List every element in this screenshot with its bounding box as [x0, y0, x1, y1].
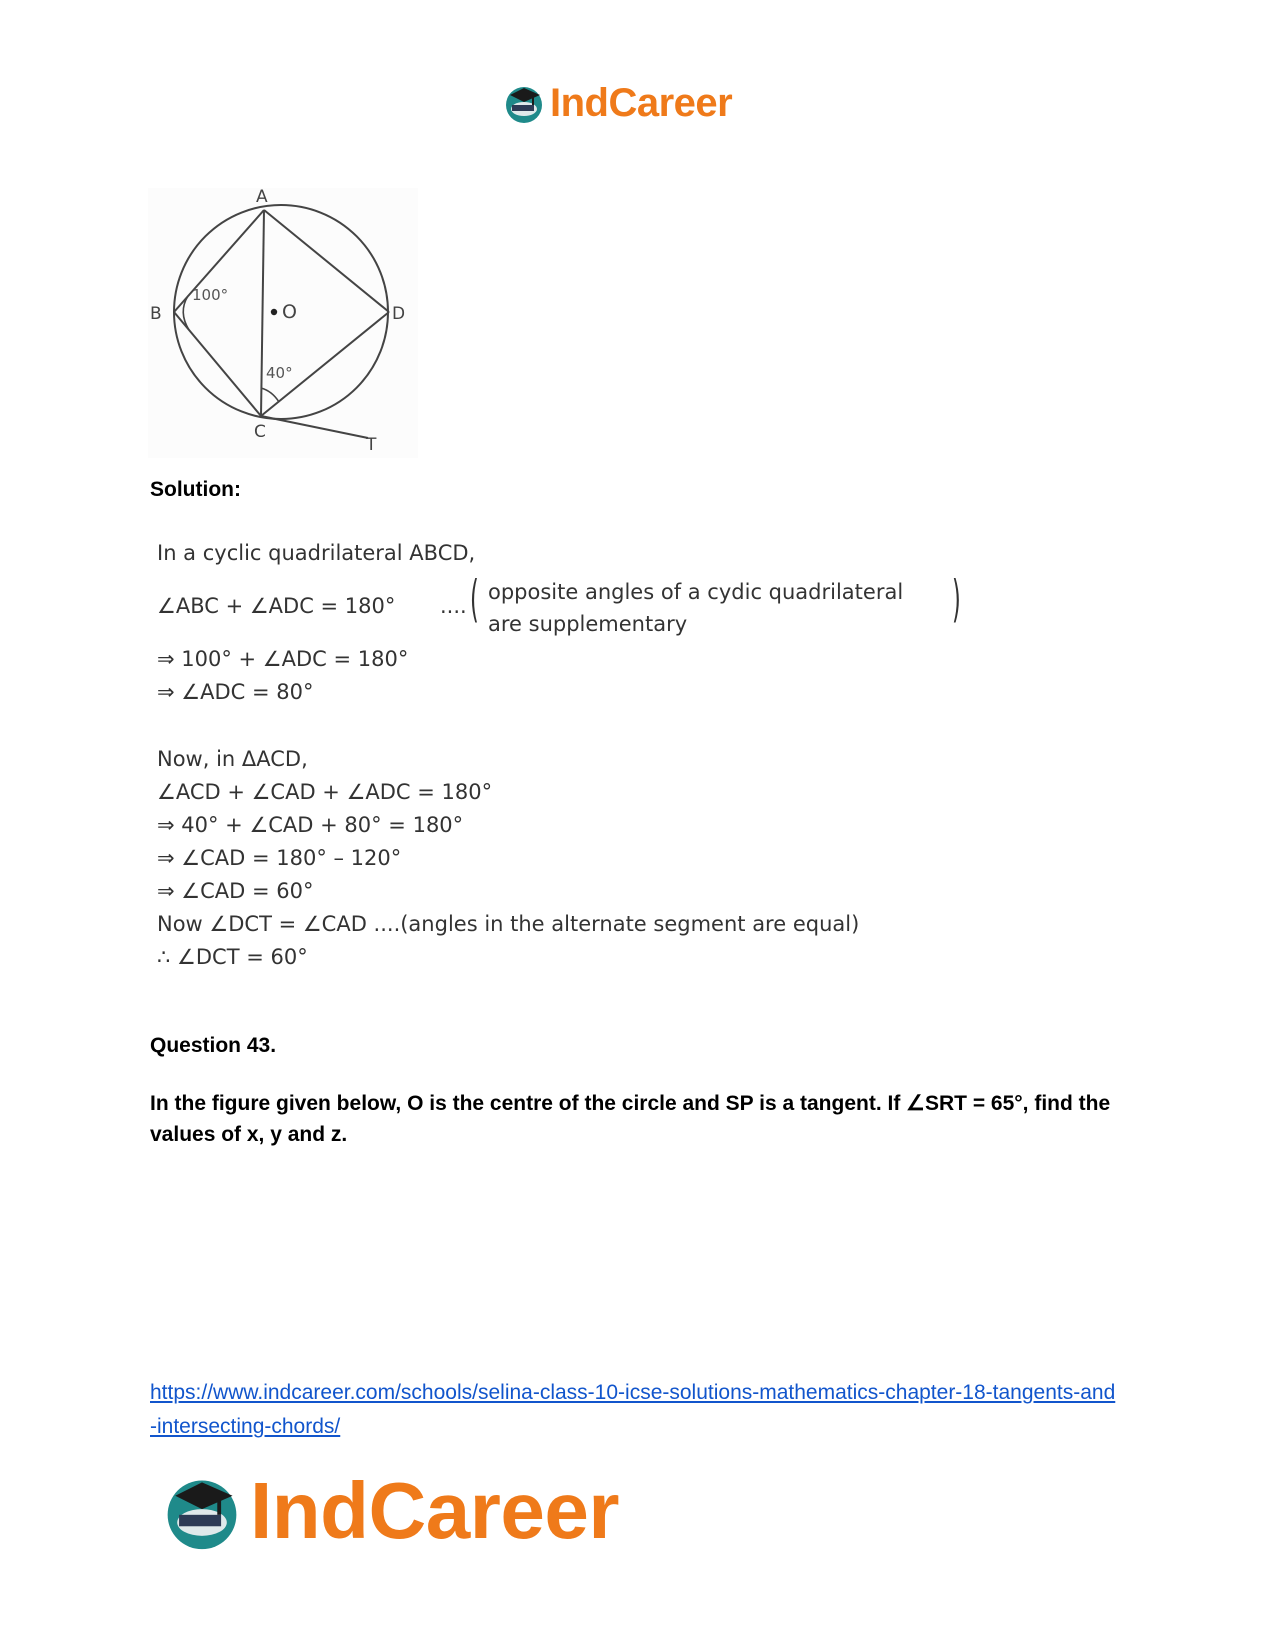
label-b: B	[150, 304, 162, 324]
graduation-cap-globe-icon	[160, 1469, 244, 1553]
solution-line-6: ∠ACD + ∠CAD + ∠ADC = 180°	[157, 780, 493, 804]
left-paren: (	[470, 570, 479, 628]
angle-c-label: 40°	[266, 364, 293, 382]
solution-line-2-dots: ....	[440, 594, 467, 618]
solution-line-1: In a cyclic quadrilateral ABCD,	[157, 541, 476, 565]
label-c: C	[254, 422, 266, 442]
right-paren: )	[952, 570, 961, 628]
solution-heading: Solution:	[150, 478, 241, 501]
solution-line-3: ⇒ 100° + ∠ADC = 180°	[157, 647, 409, 671]
indcareer-logo-header	[502, 78, 732, 128]
indcareer-logo-footer	[160, 1465, 619, 1557]
solution-line-8: ⇒ ∠CAD = 180° – 120°	[157, 846, 402, 870]
solution-line-4: ⇒ ∠ADC = 80°	[157, 680, 314, 704]
logo-wordmark: IndCareer	[550, 80, 733, 125]
solution-line-9: ⇒ ∠CAD = 60°	[157, 879, 314, 903]
label-a: A	[256, 188, 268, 207]
cyclic-quadrilateral-figure	[148, 188, 418, 463]
solution-line-5: Now, in ΔACD,	[157, 747, 308, 771]
label-o: O	[282, 301, 297, 323]
label-t: T	[366, 435, 377, 455]
solution-line-11: ∴ ∠DCT = 60°	[157, 945, 308, 969]
solution-line-2: ∠ABC + ∠ADC = 180°	[157, 594, 396, 618]
logo-wordmark: IndCareer	[250, 1466, 619, 1555]
solution-line-10: Now ∠DCT = ∠CAD ....(angles in the alternate segment are equal)	[157, 912, 860, 936]
label-d: D	[392, 304, 406, 324]
source-link[interactable]: https://www.indcareer.com/schools/selina-class-10-icse-solutions-mathematics-chapter-18-tangents-and-intersecting-chords/	[150, 1381, 1116, 1438]
angle-b-label: 100°	[192, 286, 229, 304]
solution-note-line-2: are supplementary	[488, 612, 688, 636]
question-heading: Question 43.	[150, 1034, 277, 1057]
solution-line-7: ⇒ 40° + ∠CAD + 80° = 180°	[157, 813, 464, 837]
solution-note-line-1: opposite angles of a cydic quadrilateral	[488, 580, 904, 604]
question-text: In the figure given below, O is the centre of the circle and SP is a tangent. If ∠SRT = 65°, find the values of x, y and z.	[150, 1092, 1111, 1146]
graduation-cap-globe-icon	[502, 81, 546, 125]
